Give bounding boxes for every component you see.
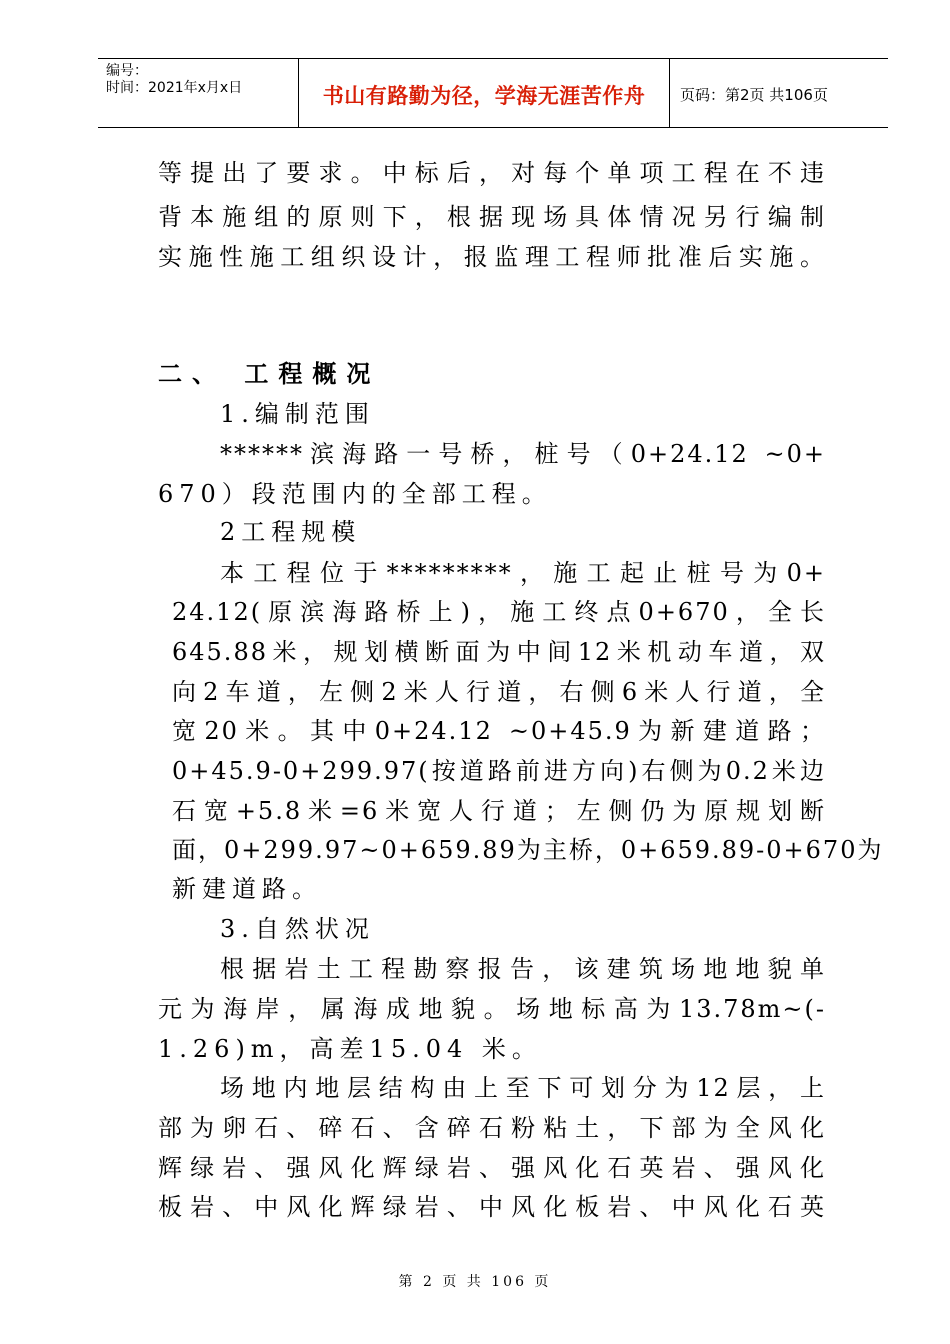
subsection-heading: 2工程规模 xyxy=(220,518,362,546)
paragraph-line: 根据岩土工程勘察报告，该建筑场地地貌单 xyxy=(220,955,826,983)
paragraph-line: 新建道路。 xyxy=(172,875,322,903)
paragraph-line: 0+45.9-0+299.97(按道路前进方向)右侧为0.2米边 xyxy=(172,757,826,785)
paragraph-line: 670）段范围内的全部工程。 xyxy=(158,480,552,508)
header-motto: 书山有路勤为径，学海无涯苦作舟 xyxy=(322,84,646,108)
paragraph-line: 645.88米，规划横断面为中间12米机动车道，双 xyxy=(172,638,826,666)
header-motto-cell xyxy=(299,59,670,127)
paragraph-line: 本工程位于*********，施工起止桩号为0+ xyxy=(220,559,826,587)
page-footer: 第 2 页 共 106 页 xyxy=(398,1274,552,1290)
paragraph-line: 向2车道，左侧2米人行道，右侧6米人行道，全 xyxy=(172,678,826,706)
header-meta-cell xyxy=(98,59,299,127)
paragraph-line: 场地内地层结构由上至下可划分为12层，上 xyxy=(220,1074,826,1102)
paragraph-line: 24.12(原滨海路桥上)，施工终点0+670，全长 xyxy=(172,598,826,626)
paragraph-line: 辉绿岩、强风化辉绿岩、强风化石英岩、强风化 xyxy=(158,1154,826,1182)
subsection-heading: 3.自然状况 xyxy=(220,915,375,943)
paragraph-line: 宽20米。其中0+24.12 ~0+45.9为新建道路； xyxy=(172,717,826,745)
document-time-label: 时间：2021年x月x日 xyxy=(106,80,243,96)
paragraph-line: 实施性施工组织设计，报监理工程师批准后实施。 xyxy=(158,243,826,271)
paragraph-line: 石宽+5.8米=6米宽人行道；左侧仍为原规划断 xyxy=(172,797,826,825)
paragraph-line: 元为海岸，属海成地貌。场地标高为13.78m~(- xyxy=(158,995,826,1023)
paragraph-line: 1.26)m，高差15.04 米。 xyxy=(158,1035,542,1063)
paragraph-line: 部为卵石、碎石、含碎石粉粘土，下部为全风化 xyxy=(158,1114,826,1142)
header-page-cell xyxy=(670,59,888,127)
section-heading: 二、 工程概况 xyxy=(158,359,381,388)
document-number-label: 编号： xyxy=(106,63,148,79)
paragraph-line: ******滨海路一号桥，桩号（0+24.12 ~0+ xyxy=(220,440,826,468)
subsection-heading: 1.编制范围 xyxy=(220,400,375,428)
paragraph-line: 等提出了要求。中标后，对每个单项工程在不违 xyxy=(158,159,826,187)
paragraph-line: 背本施组的原则下，根据现场具体情况另行编制 xyxy=(158,203,826,231)
paragraph-line: 面，0+299.97~0+659.89为主桥，0+659.89-0+670为 xyxy=(172,836,884,864)
paragraph-line: 板岩、中风化辉绿岩、中风化板岩、中风化石英 xyxy=(158,1193,826,1221)
header-page-info: 页码：第2页 共106页 xyxy=(680,86,828,104)
page-header xyxy=(98,58,888,128)
